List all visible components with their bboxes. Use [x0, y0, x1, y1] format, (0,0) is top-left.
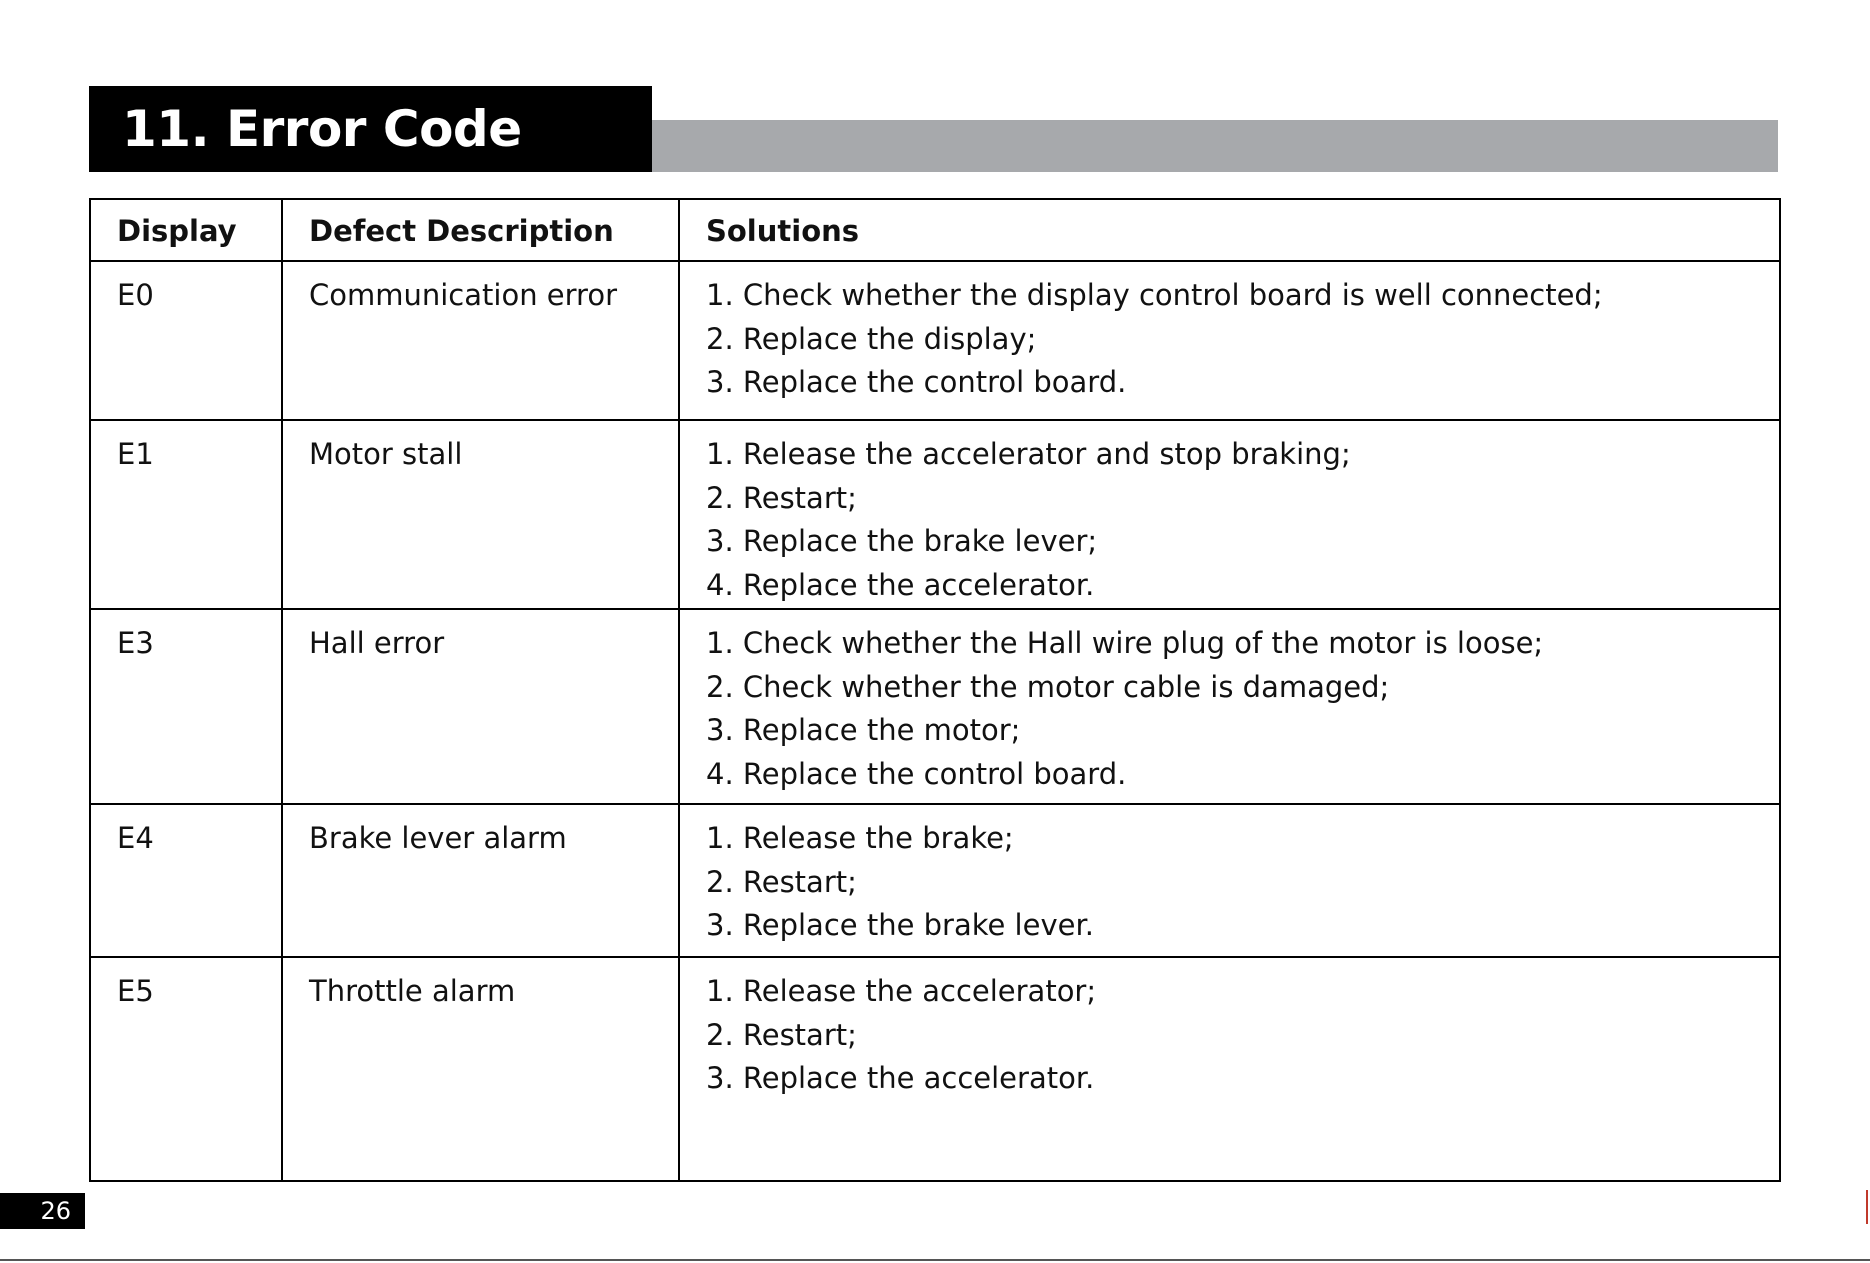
defect-description-cell: Hall error	[282, 609, 679, 804]
section-title: 11. Error Code	[89, 86, 652, 172]
solutions-cell	[679, 804, 1780, 957]
edge-marker	[1866, 1190, 1868, 1224]
solution-step: 4. Replace the control board.	[706, 756, 1127, 791]
defect-description-cell: Brake lever alarm	[282, 804, 679, 957]
solution-step: 2. Restart;	[706, 480, 857, 515]
table-row	[90, 804, 1780, 957]
page-number: 26	[0, 1193, 85, 1229]
defect-description-cell: Throttle alarm	[282, 957, 679, 1181]
table-row	[90, 420, 1780, 609]
solution-step: 3. Replace the accelerator.	[706, 1061, 1095, 1095]
solution-step: 1. Check whether the Hall wire plug of the motor is loose;	[706, 626, 1544, 660]
solution-step: 1. Release the accelerator;	[706, 974, 1097, 1008]
solution-step: 2. Restart;	[706, 864, 857, 899]
solution-step: 2. Check whether the motor cable is damaged;	[706, 669, 1390, 704]
error-code-cell: E0	[90, 261, 282, 420]
solutions-cell	[679, 957, 1780, 1181]
solution-step: 2. Replace the display;	[706, 321, 1037, 356]
error-code-cell: E5	[90, 957, 282, 1181]
error-code-cell: E1	[90, 420, 282, 609]
header-defect-description: Defect Description	[282, 199, 679, 261]
solutions-cell	[679, 609, 1780, 804]
table-row	[90, 261, 1780, 420]
table-row	[90, 957, 1780, 1181]
table-header-row	[90, 199, 1780, 261]
solution-step: 3. Replace the brake lever.	[706, 908, 1094, 942]
solutions-cell	[679, 420, 1780, 609]
solution-step: 1. Check whether the display control board is well connected;	[706, 278, 1603, 312]
solution-step: 4. Replace the accelerator.	[706, 567, 1095, 602]
solution-step: 3. Replace the motor;	[706, 713, 1021, 747]
title-accent-bar	[652, 120, 1778, 172]
defect-description-cell: Motor stall	[282, 420, 679, 609]
solution-step: 1. Release the accelerator and stop braking;	[706, 437, 1351, 471]
header-display: Display	[90, 199, 282, 261]
solution-step: 1. Release the brake;	[706, 821, 1014, 855]
error-code-table	[89, 198, 1781, 1182]
solution-step: 2. Restart;	[706, 1017, 857, 1052]
error-code-cell: E4	[90, 804, 282, 957]
table-row	[90, 609, 1780, 804]
bottom-rule	[0, 1259, 1870, 1261]
defect-description-cell: Communication error	[282, 261, 679, 420]
solution-step: 3. Replace the control board.	[706, 365, 1127, 399]
error-code-cell: E3	[90, 609, 282, 804]
solutions-cell	[679, 261, 1780, 420]
solution-step: 3. Replace the brake lever;	[706, 524, 1098, 558]
header-solutions: Solutions	[679, 199, 1780, 261]
